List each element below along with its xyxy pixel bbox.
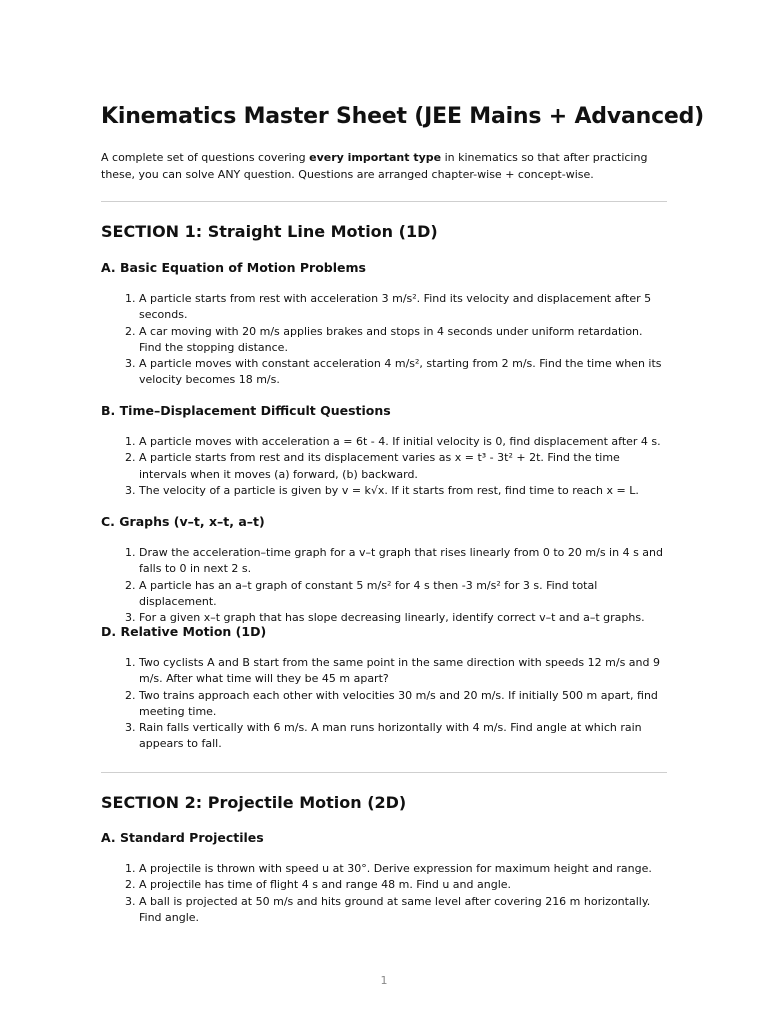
list-item: 2. A particle starts from rest and its displacement varies as x = t³ - 3t² + 2t. Find the time intervals when it moves (a) forward, (b) backward.: [139, 450, 667, 483]
section-1a-title: A. Basic Equation of Motion Problems: [101, 260, 366, 275]
list-item: 3. A particle moves with constant acceleration 4 m/s², starting from 2 m/s. Find the time when its velocity becomes 18 m/s.: [139, 356, 667, 389]
section-1a-list: [101, 291, 667, 389]
section-2a-list: [101, 861, 667, 926]
section-2a-title: A. Standard Projectiles: [101, 830, 264, 845]
list-item: 3. Rain falls vertically with 6 m/s. A man runs horizontally with 4 m/s. Find angle at which rain appears to fall.: [139, 720, 667, 753]
list-item: 1. A projectile is thrown with speed u at 30°. Derive expression for maximum height and range.: [139, 861, 667, 877]
list-item: 2. Two trains approach each other with velocities 30 m/s and 20 m/s. If initially 500 m apart, find meeting time.: [139, 688, 667, 721]
section-1b-list: [101, 434, 667, 499]
section-1-title: SECTION 1: Straight Line Motion (1D): [101, 222, 438, 241]
list-item: 1. A particle moves with acceleration a = 6t - 4. If initial velocity is 0, find displacement after 4 s.: [139, 434, 667, 450]
list-item: 1. A particle starts from rest with acceleration 3 m/s². Find its velocity and displacement after 5 seconds.: [139, 291, 667, 324]
section-2-title: SECTION 2: Projectile Motion (2D): [101, 793, 407, 812]
section-1d-title: D. Relative Motion (1D): [101, 624, 267, 639]
section-1c-list: [101, 545, 667, 626]
intro-text-end: in kinematics so that after practicing these, you can solve ANY question. Questions are arranged chapter-wise + concept-wise.: [101, 151, 648, 181]
page-title: Kinematics Master Sheet (JEE Mains + Advanced): [101, 104, 705, 129]
intro-paragraph: [101, 150, 671, 183]
section-1d-list: [101, 655, 667, 753]
list-item: 3. The velocity of a particle is given by v = k√x. If it starts from rest, find time to reach x = L.: [139, 483, 667, 499]
list-item: 3. For a given x–t graph that has slope decreasing linearly, identify correct v–t and a–t graphs.: [139, 610, 667, 626]
section-1b-title: B. Time–Displacement Difficult Questions: [101, 403, 391, 418]
list-item: 3. A ball is projected at 50 m/s and hits ground at same level after covering 216 m horizontally. Find angle.: [139, 894, 667, 927]
section-1c-title: C. Graphs (v–t, x–t, a–t): [101, 514, 265, 529]
divider-2: [101, 772, 667, 773]
list-item: 1. Draw the acceleration–time graph for a v–t graph that rises linearly from 0 to 20 m/s in 4 s and falls to 0 in next 2 s.: [139, 545, 667, 578]
page-number: 1: [380, 974, 388, 987]
list-item: 2. A projectile has time of flight 4 s and range 48 m. Find u and angle.: [139, 877, 667, 893]
list-item: 2. A car moving with 20 m/s applies brakes and stops in 4 seconds under uniform retardation. Find the stopping distance.: [139, 324, 667, 357]
list-item: 1. Two cyclists A and B start from the same point in the same direction with speeds 12 m/s and 9 m/s. After what time will they be 45 m apart?: [139, 655, 667, 688]
intro-bold-text: every important type: [309, 151, 442, 164]
divider-1: [101, 201, 667, 202]
intro-text-start: A complete set of questions covering: [101, 151, 310, 164]
list-item: 2. A particle has an a–t graph of constant 5 m/s² for 4 s then -3 m/s² for 3 s. Find total displacement.: [139, 578, 667, 611]
